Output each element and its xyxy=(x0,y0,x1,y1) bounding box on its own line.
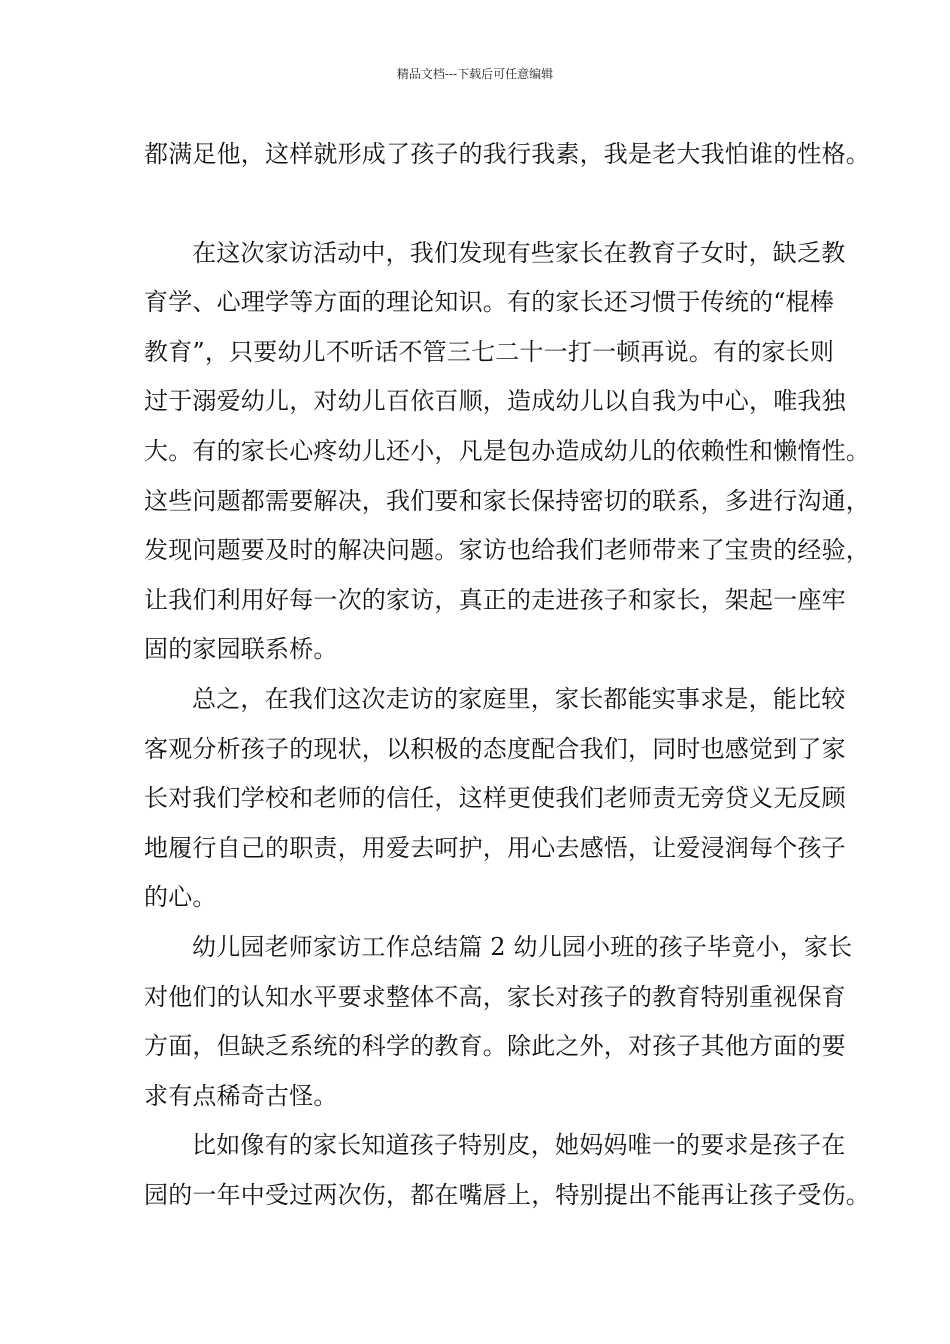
text-line: 总之，在我们这次走访的家庭里，家长都能实事求是，能比较 xyxy=(192,684,846,713)
paragraph-2 xyxy=(144,229,870,675)
text-line: 都满足他，这样就形成了孩子的我行我素，我是老大我怕谁的性格。 xyxy=(144,140,870,168)
text-line: 育学、心理学等方面的理论知识。有的家长还习惯于传统的“棍棒 xyxy=(144,288,835,317)
document-body xyxy=(144,130,870,1220)
text-line: 地履行自己的职责，用爱去呵护，用心去感悟，让爱浸润每个孩子 xyxy=(144,833,846,862)
paragraph-spacer xyxy=(144,180,824,229)
text-line: 的心。 xyxy=(144,883,217,912)
text-line: 让我们利用好每一次的家访，真正的走进孩子和家长，架起一座牢 xyxy=(144,585,846,614)
page-header: 精品文档---下载后可任意编辑 xyxy=(396,67,554,81)
text-line: 长对我们学校和老师的信任，这样更使我们老师责无旁贷义无反顾 xyxy=(144,784,846,813)
paragraph-4 xyxy=(144,923,853,1121)
text-line: 这些问题都需要解决，我们要和家长保持密切的联系，多进行沟通， xyxy=(144,486,870,515)
text-line: 在这次家访活动中，我们发现有些家长在教育子女时，缺乏教 xyxy=(192,238,846,267)
text-line: 比如像有的家长知道孩子特别皮，她妈妈唯一的要求是孩子在 xyxy=(192,1131,846,1160)
paragraph-1 xyxy=(144,130,870,180)
text-line: 教育”，只要幼儿不听话不管三七二十一打一顿再说。有的家长则 xyxy=(144,337,835,366)
paragraph-5 xyxy=(144,1121,870,1220)
text-line: 固的家园联系桥。 xyxy=(144,635,338,664)
text-line: 幼儿园老师家访工作总结篇 2 幼儿园小班的孩子毕竟小，家长 xyxy=(192,932,853,961)
text-line: 对他们的认知水平要求整体不高，家长对孩子的教育特别重视保育 xyxy=(144,982,846,1011)
text-line: 过于溺爱幼儿，对幼儿百依百顺，造成幼儿以自我为中心，唯我独 xyxy=(144,387,846,416)
text-line: 方面，但缺乏系统的科学的教育。除此之外，对孩子其他方面的要 xyxy=(144,1032,846,1061)
paragraph-3 xyxy=(144,675,846,923)
text-line: 发现问题要及时的解决问题。家访也给我们老师带来了宝贵的经验， xyxy=(144,536,870,565)
text-line: 求有点稀奇古怪。 xyxy=(144,1081,338,1110)
text-line: 客观分析孩子的现状，以积极的态度配合我们，同时也感觉到了家 xyxy=(144,734,846,763)
text-line: 园的一年中受过两次伤，都在嘴唇上，特别提出不能再让孩子受伤。 xyxy=(144,1180,870,1209)
text-line: 大。有的家长心疼幼儿还小，凡是包办造成幼儿的依赖性和懒惰性。 xyxy=(144,436,870,465)
